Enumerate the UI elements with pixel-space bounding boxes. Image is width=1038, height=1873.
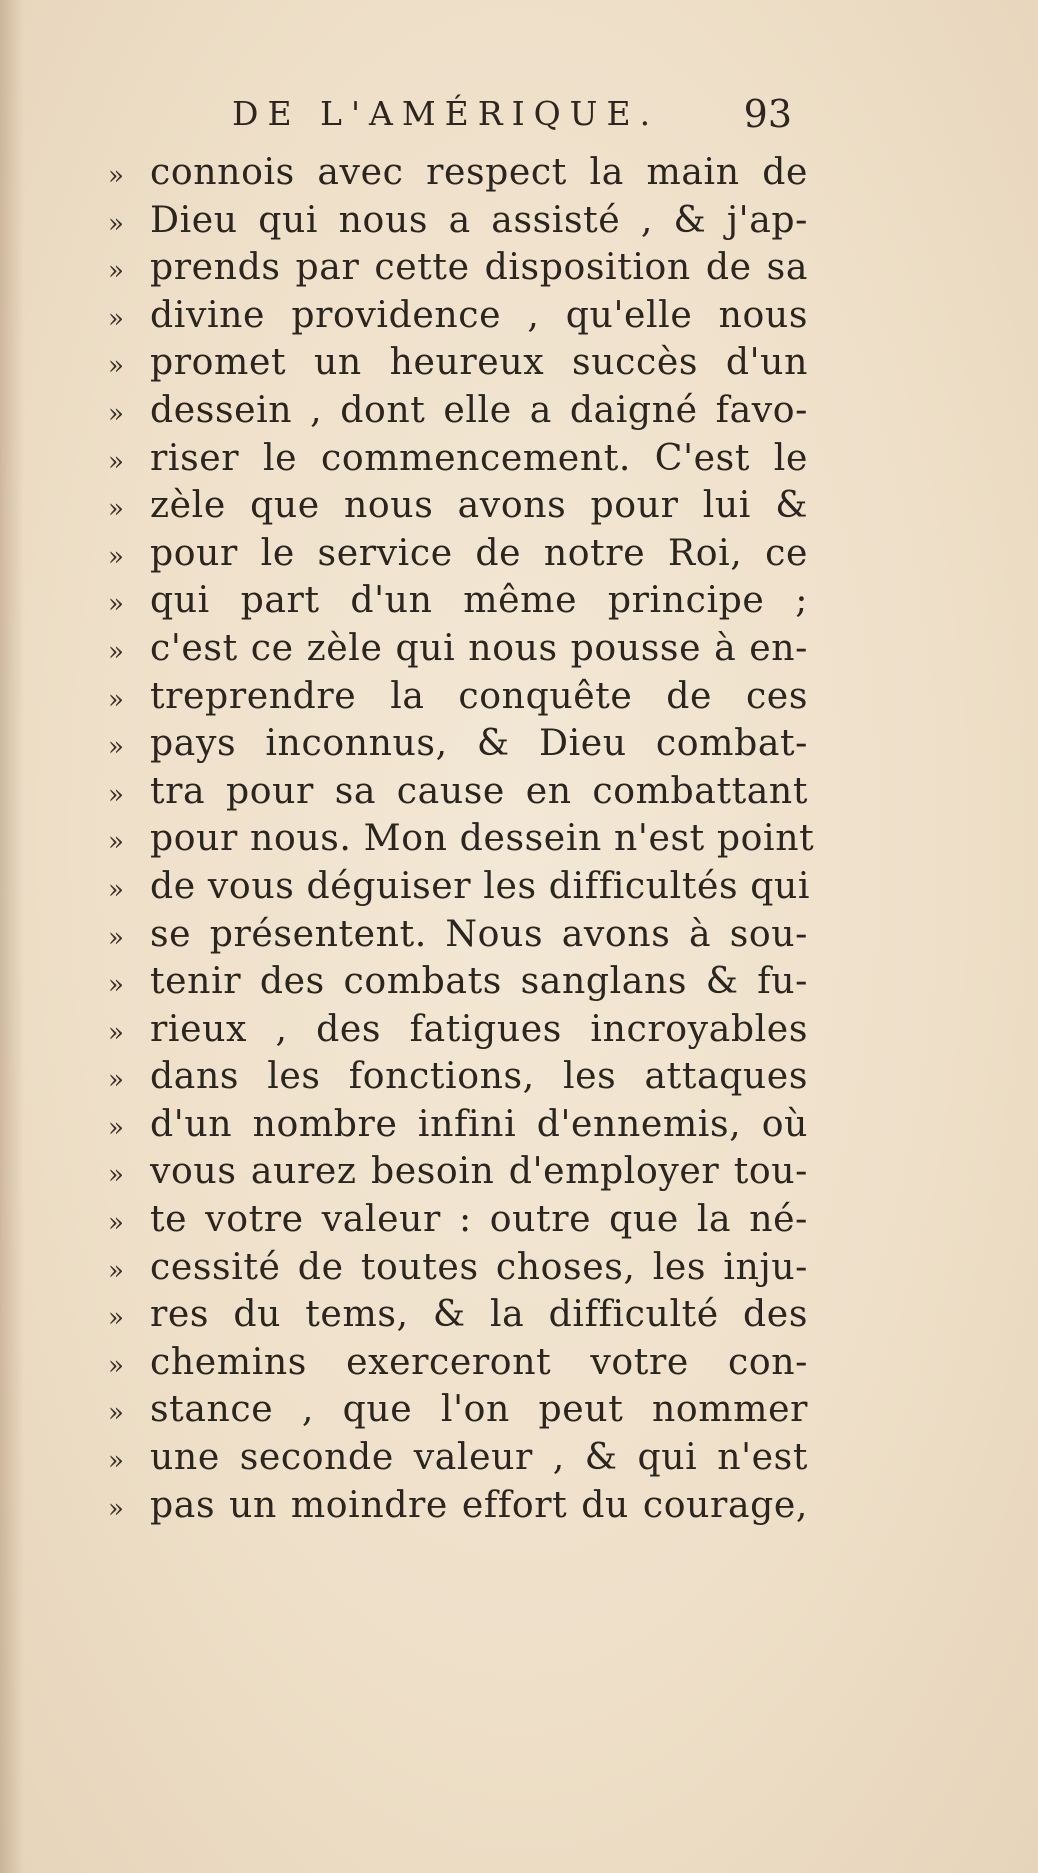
text-line (108, 150, 808, 198)
text-line (108, 436, 808, 484)
line-text: d'un nombre infini d'ennemis, où (150, 1101, 808, 1145)
quotation-mark: » (108, 494, 124, 525)
quotation-mark: » (108, 1350, 124, 1381)
line-text: vous aurez besoin d'employer tou- (150, 1149, 808, 1193)
quotation-mark: » (108, 1160, 124, 1191)
text-line (108, 1054, 808, 1102)
line-text: pour le service de notre Roi, ce (150, 530, 808, 574)
text-line (108, 1102, 808, 1150)
text-line (108, 863, 811, 912)
text-line (108, 1245, 808, 1293)
line-text: tenir des combats sanglans & fu- (150, 959, 808, 1003)
line-text: qui part d'un même principe ; (150, 578, 808, 622)
page-header (232, 92, 792, 142)
line-text: cessité de toutes choses, les inju- (150, 1244, 808, 1288)
quotation-mark: » (108, 922, 124, 953)
quotation-mark: » (108, 1303, 124, 1334)
line-text: divine providence , qu'elle nous (150, 292, 808, 336)
line-text: une seconde valeur , & qui n'est (150, 1435, 808, 1479)
quotation-mark: » (108, 1112, 124, 1143)
quotation-mark: » (108, 541, 124, 572)
text-line (108, 340, 808, 388)
quotation-mark: » (108, 1493, 124, 1524)
line-text: te votre valeur : outre que la né- (150, 1197, 808, 1241)
quotation-mark: » (108, 351, 124, 382)
gutter-shadow (0, 0, 24, 1873)
quotation-mark: » (108, 732, 124, 763)
text-line (108, 1292, 808, 1340)
text-line (108, 816, 815, 864)
quotation-mark: » (108, 1255, 124, 1286)
line-text: pour nous. Mon dessein n'est point (150, 816, 815, 860)
text-line (108, 1483, 808, 1531)
text-line (108, 674, 808, 722)
quotation-mark: » (108, 1446, 124, 1477)
text-line (108, 912, 808, 960)
text-line (108, 1149, 808, 1197)
text-line (108, 959, 808, 1007)
body-text (108, 150, 815, 1530)
quotation-mark: » (108, 1017, 124, 1048)
quotation-mark: » (108, 589, 124, 620)
line-text: tra pour sa cause en combattant (150, 768, 808, 812)
quotation-mark: » (108, 161, 124, 191)
quotation-mark: » (108, 1208, 124, 1239)
text-line (108, 198, 808, 246)
line-text: prends par cette disposition de sa (150, 245, 808, 289)
page-number: 93 (743, 92, 792, 136)
line-text: c'est ce zèle qui nous pousse à en- (150, 625, 808, 669)
line-text: pays inconnus, & Dieu combat- (150, 721, 808, 765)
text-line (108, 245, 808, 293)
text-line (108, 1007, 808, 1055)
line-text: stance , que l'on peut nommer (150, 1387, 808, 1431)
line-text: res du tems, & la difficulté des (150, 1292, 808, 1336)
quotation-mark: » (108, 208, 124, 239)
line-text: dans les fonctions, les attaques (150, 1054, 808, 1098)
text-line (108, 531, 808, 579)
quotation-mark: » (108, 446, 124, 477)
text-line (108, 1387, 808, 1435)
quotation-mark: » (108, 398, 124, 429)
text-line (108, 721, 808, 769)
quotation-mark: » (108, 684, 124, 715)
line-text: zèle que nous avons pour lui & (150, 483, 808, 527)
text-line (108, 388, 808, 436)
line-text: connois avec respect la main de (150, 150, 808, 193)
text-line (108, 1197, 808, 1245)
text-line (108, 483, 808, 531)
running-title: DE L'AMÉRIQUE. (232, 94, 660, 133)
text-line (108, 1435, 808, 1483)
quotation-mark: » (108, 636, 124, 667)
text-line (108, 1340, 808, 1388)
quotation-mark: » (108, 256, 124, 287)
line-text: Dieu qui nous a assisté , & j'ap- (150, 197, 808, 241)
quotation-mark: » (108, 970, 124, 1001)
text-line (108, 293, 808, 341)
quotation-mark: » (108, 303, 124, 334)
line-text: treprendre la conquête de ces (150, 673, 808, 717)
quotation-mark: » (108, 779, 124, 810)
quotation-mark: » (108, 1065, 124, 1096)
line-text: pas un moindre effort du courage, (150, 1482, 808, 1526)
quotation-mark: » (108, 874, 124, 905)
line-text: promet un heureux succès d'un (150, 340, 808, 384)
text-line (108, 578, 808, 626)
text-line (108, 626, 808, 674)
line-text: de vous déguiser les difficultés qui (150, 863, 811, 907)
line-text: riser le commencement. C'est le (150, 435, 808, 479)
text-line (108, 769, 808, 817)
line-text: dessein , dont elle a daigné favo- (150, 387, 808, 431)
quotation-mark: » (108, 827, 124, 858)
line-text: chemins exerceront votre con- (150, 1339, 808, 1383)
quotation-mark: » (108, 1398, 124, 1429)
line-text: rieux , des fatigues incroyables (150, 1006, 808, 1050)
line-text: se présentent. Nous avons à sou- (150, 911, 808, 955)
